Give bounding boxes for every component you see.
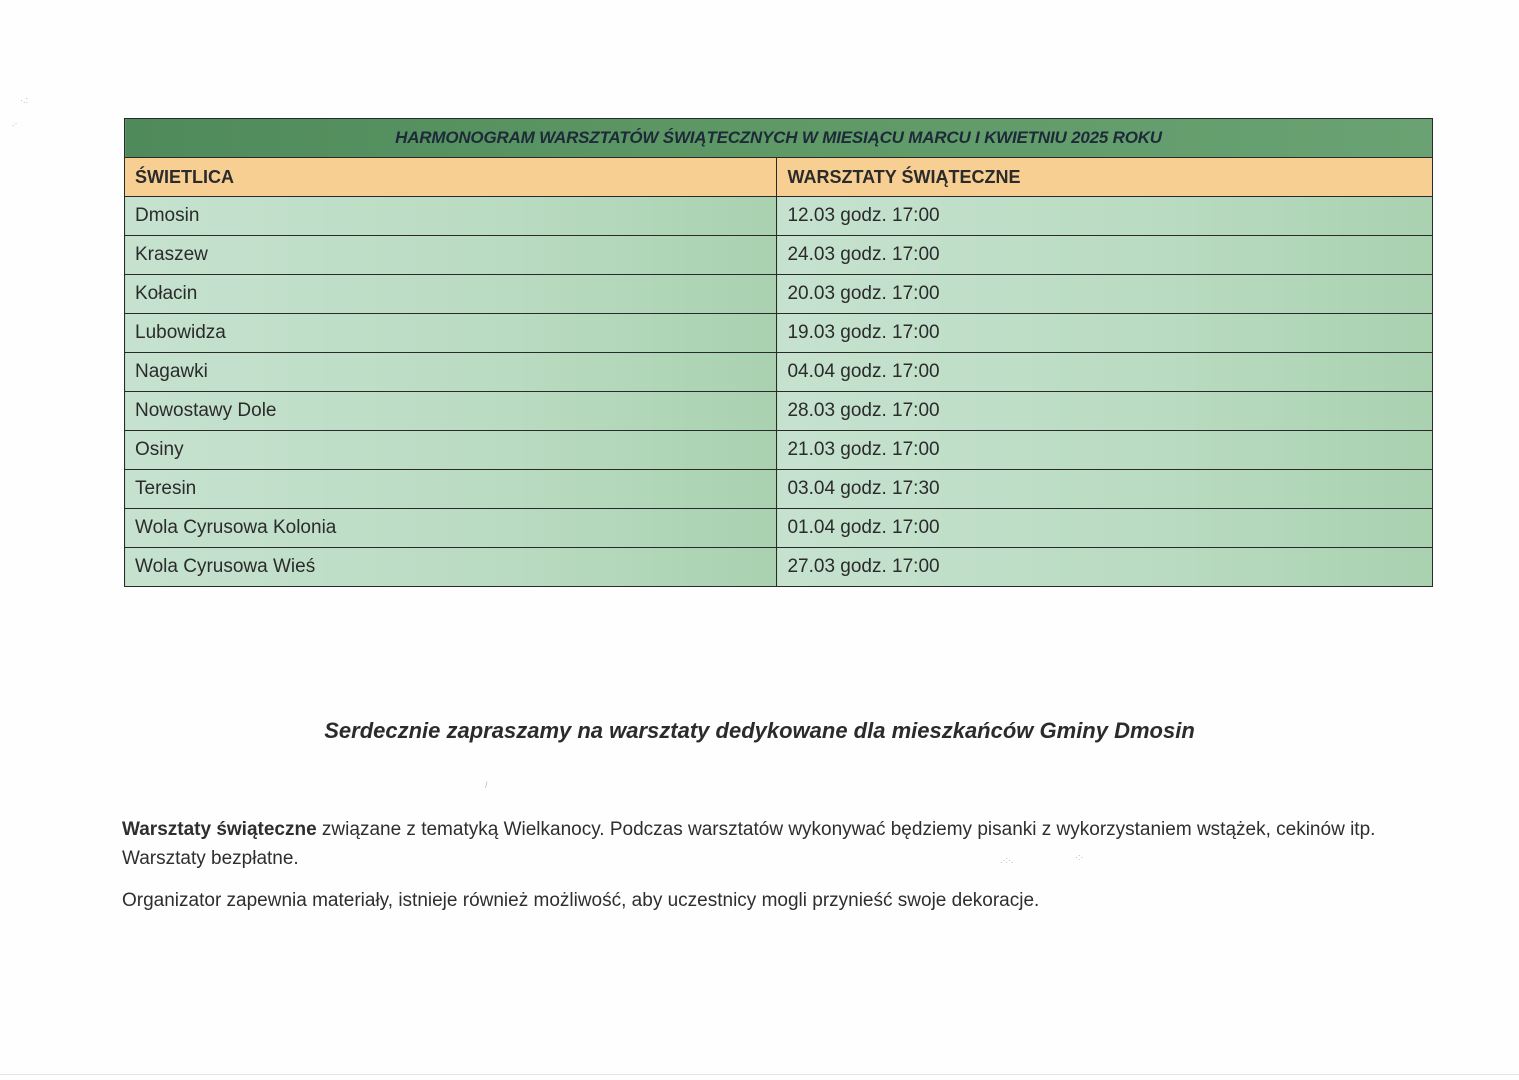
date-cell: 04.04 godz. 17:00 (777, 353, 1433, 392)
table-row (125, 548, 1433, 587)
table-row (125, 509, 1433, 548)
date-cell: 28.03 godz. 17:00 (777, 392, 1433, 431)
table-row (125, 392, 1433, 431)
date-cell: 12.03 godz. 17:00 (777, 197, 1433, 236)
description-paragraph (122, 815, 1402, 873)
page-edge-line (0, 1074, 1519, 1075)
organizer-note: Organizator zapewnia materiały, istnieje również możliwość, aby uczestnicy mogli przynieść swoje dekoracje. (122, 890, 1040, 911)
date-cell: 24.03 godz. 17:00 (777, 236, 1433, 275)
table-row (125, 431, 1433, 470)
date-cell: 21.03 godz. 17:00 (777, 431, 1433, 470)
table-row (125, 275, 1433, 314)
table-row (125, 353, 1433, 392)
scan-speck: / (485, 780, 488, 790)
description-bold-lead: Warsztaty świąteczne (122, 819, 317, 840)
date-cell: 27.03 godz. 17:00 (777, 548, 1433, 587)
table-header-row (125, 158, 1433, 197)
place-cell: Wola Cyrusowa Kolonia (125, 509, 777, 548)
place-cell: Teresin (125, 470, 777, 509)
table-row (125, 236, 1433, 275)
table-row (125, 470, 1433, 509)
place-cell: Wola Cyrusowa Wieś (125, 548, 777, 587)
scan-speck: .·:·. (1000, 855, 1014, 865)
place-cell: Lubowidza (125, 314, 777, 353)
header-swietlica: ŚWIETLICA (125, 158, 777, 197)
scan-speck: ·.: (20, 95, 28, 105)
schedule-table (124, 118, 1433, 587)
scan-speck: ·:· (1075, 852, 1084, 862)
place-cell: Kraszew (125, 236, 777, 275)
date-cell: 01.04 godz. 17:00 (777, 509, 1433, 548)
place-cell: Kołacin (125, 275, 777, 314)
header-warsztaty: WARSZTATY ŚWIĄTECZNE (777, 158, 1433, 197)
description-text: związane z tematyką Wielkanocy. Podczas warsztatów wykonywać będziemy pisanki z wykorzystaniem wstążek, cekinów itp. Warsztaty bezpłatne. (122, 819, 1376, 869)
date-cell: 03.04 godz. 17:30 (777, 470, 1433, 509)
place-cell: Dmosin (125, 197, 777, 236)
scan-speck: .· (12, 118, 18, 128)
table-row (125, 314, 1433, 353)
date-cell: 20.03 godz. 17:00 (777, 275, 1433, 314)
place-cell: Osiny (125, 431, 777, 470)
table-title: HARMONOGRAM WARSZTATÓW ŚWIĄTECZNYCH W MIESIĄCU MARCU I KWIETNIU 2025 ROKU (125, 119, 1433, 158)
place-cell: Nowostawy Dole (125, 392, 777, 431)
table-title-row (125, 119, 1433, 158)
date-cell: 19.03 godz. 17:00 (777, 314, 1433, 353)
table-row (125, 197, 1433, 236)
invitation-heading: Serdecznie zapraszamy na warsztaty dedykowane dla mieszkańców Gminy Dmosin (324, 718, 1195, 743)
place-cell: Nagawki (125, 353, 777, 392)
